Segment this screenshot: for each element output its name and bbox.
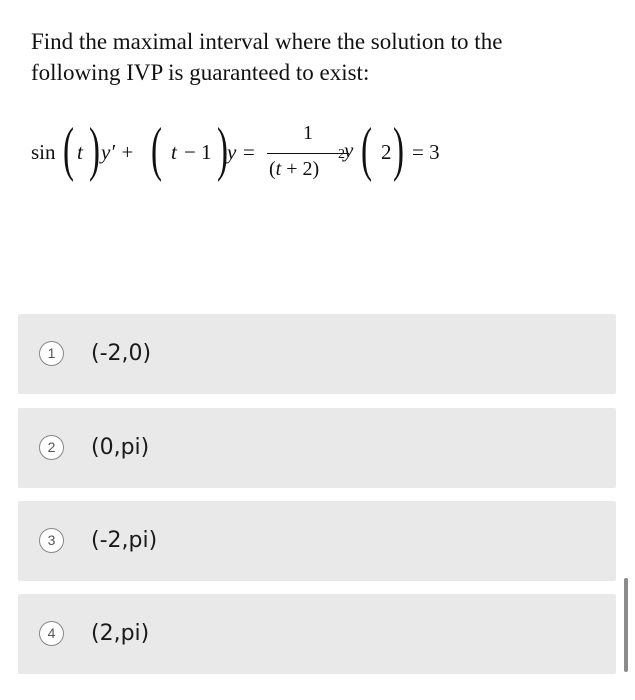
eq-y-after: y <box>344 138 354 162</box>
eq-minus-one: − 1 <box>184 140 212 164</box>
eq-sin: sin <box>31 140 56 164</box>
eq-ic-arg: 2 <box>381 140 392 164</box>
eq-y-equals: y = <box>227 140 256 164</box>
option-label: (-2,pi) <box>91 528 158 553</box>
option-label: (-2,0) <box>91 341 152 366</box>
answer-option-3[interactable] <box>18 501 616 581</box>
eq-t-2: t <box>171 140 177 164</box>
option-label: (0,pi) <box>91 435 150 460</box>
eq-paren-close-3: ) <box>393 116 404 182</box>
eq-y-prime-plus-text: y′ + <box>101 140 135 164</box>
option-number-badge: 1 <box>39 341 64 366</box>
scrollbar-thumb[interactable] <box>624 578 628 672</box>
eq-ic-value: = 3 <box>412 140 440 164</box>
eq-paren-open-1: ( <box>63 116 74 182</box>
eq-paren-close-2: ) <box>217 116 228 182</box>
answer-option-2[interactable] <box>18 408 616 488</box>
eq-fraction-bar <box>267 153 349 154</box>
option-label: (2,pi) <box>91 621 150 646</box>
question-line-2: following IVP is guaranteed to exist: <box>31 60 370 85</box>
eq-exponent: 2 <box>338 147 345 162</box>
eq-y-prime-plus <box>101 140 134 165</box>
eq-denominator-left: ( <box>269 158 276 180</box>
answer-options <box>18 314 616 687</box>
answer-option-1[interactable] <box>18 314 616 394</box>
option-number-badge: 2 <box>39 435 64 460</box>
eq-t-1: t <box>77 140 83 164</box>
question-line-1: Find the maximal interval where the solution to the <box>31 29 503 54</box>
eq-paren-open-2: ( <box>151 116 162 182</box>
eq-denominator-right: + 2) <box>286 158 320 180</box>
eq-denominator-t: t <box>275 158 282 180</box>
eq-paren-open-3: ( <box>361 116 372 182</box>
eq-numerator: 1 <box>303 122 313 144</box>
answer-option-4[interactable] <box>18 594 616 674</box>
eq-paren-close-1: ) <box>89 116 100 182</box>
ivp-equation <box>31 112 501 198</box>
option-number-badge: 4 <box>39 621 64 646</box>
option-number-badge: 3 <box>39 528 64 553</box>
eq-denominator <box>269 158 319 181</box>
question-text <box>31 26 591 88</box>
